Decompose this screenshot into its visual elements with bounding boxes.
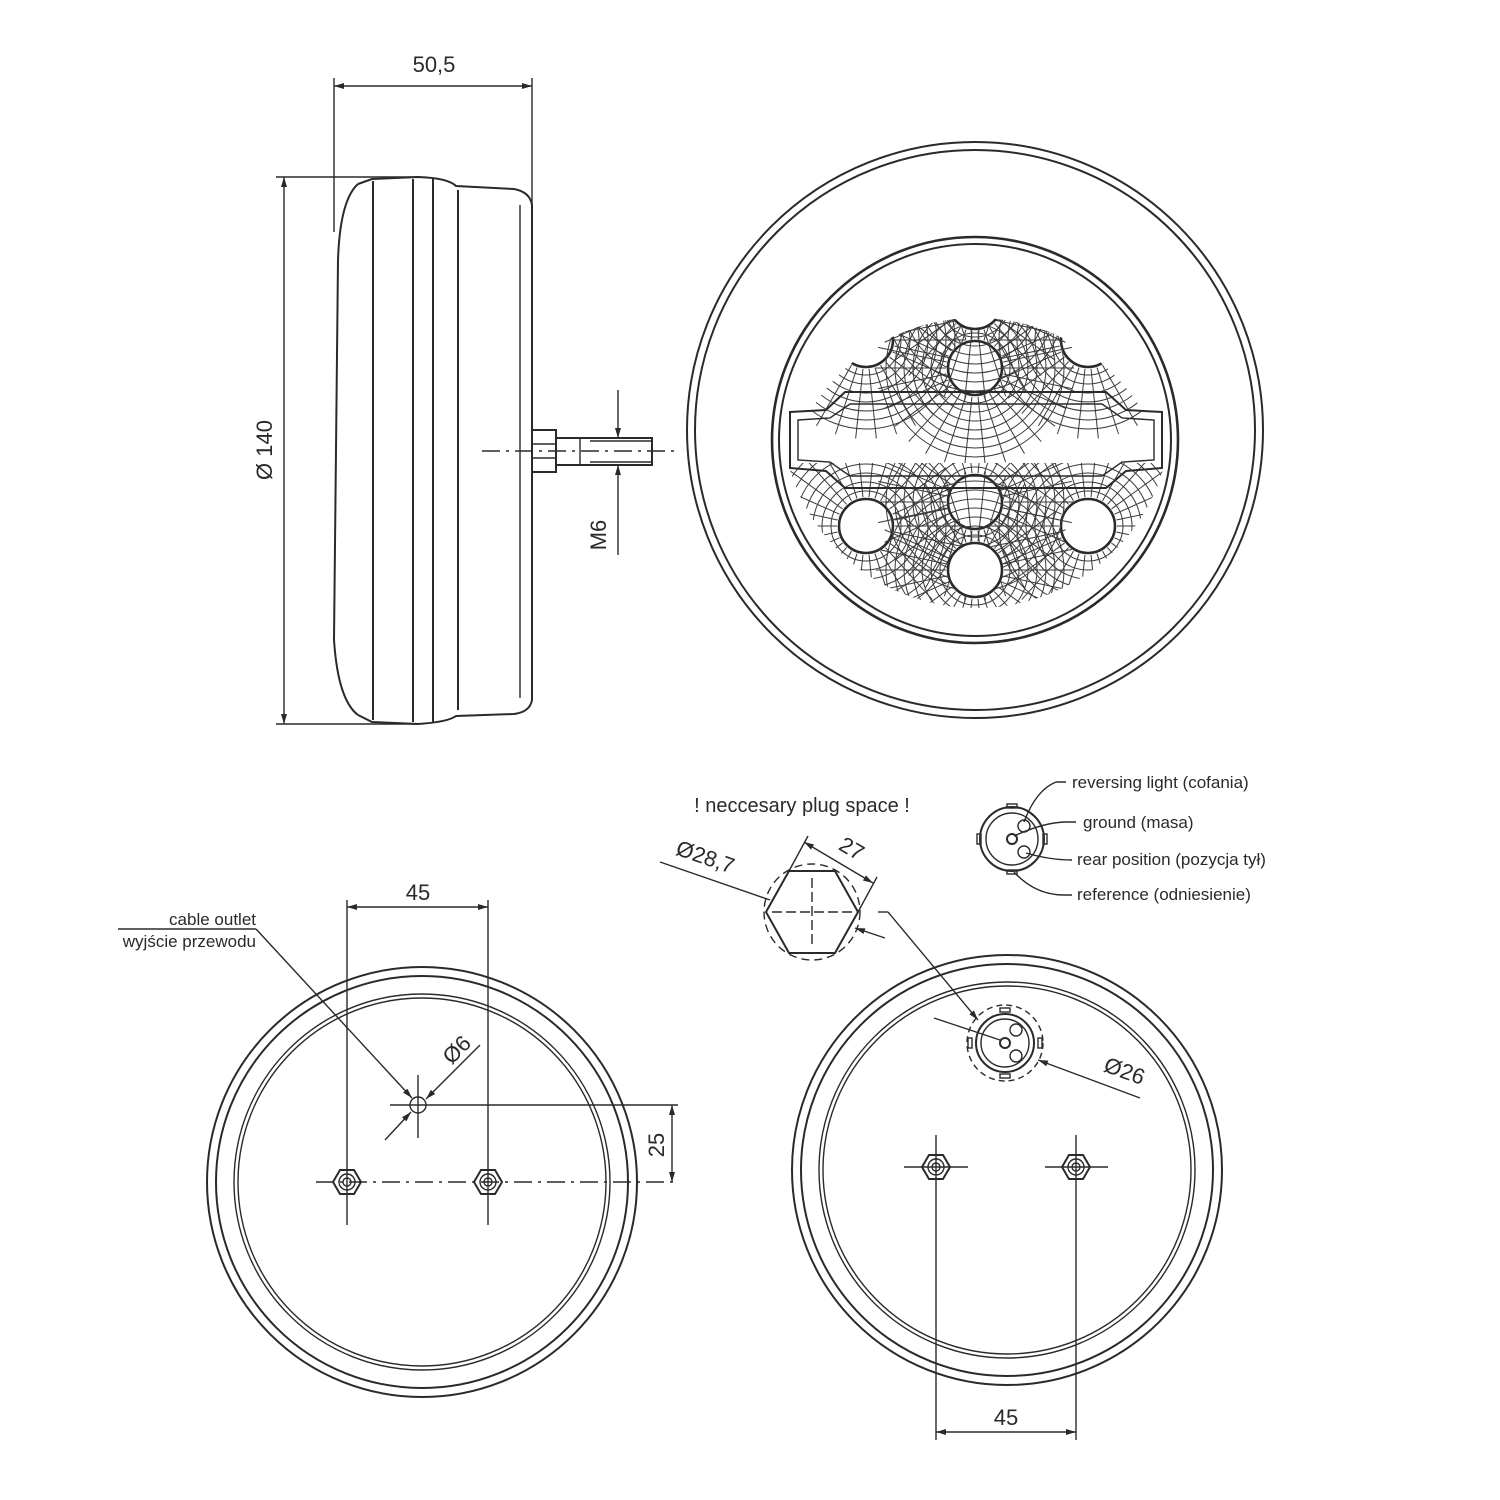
diameter-dimension: Ø 140 (252, 420, 277, 480)
cable-outlet-label: cable outlet (169, 910, 256, 929)
plug-pointer-leader (888, 912, 978, 1020)
lens-dome-outline (334, 184, 358, 715)
upper-lens-mesh (767, 204, 1187, 467)
cable-outlet-leader (256, 929, 412, 1098)
front-view (687, 142, 1263, 718)
m6-dimension: M6 (586, 519, 611, 551)
connector-pinout (977, 773, 1266, 904)
socket-dimension: Ø26 (1100, 1052, 1149, 1090)
led-hole (948, 543, 1002, 597)
pinout-label: reference (odniesienie) (1077, 885, 1251, 904)
lower-lens-mesh (767, 404, 1187, 669)
cable-outlet-label-pl: wyjście przewodu (122, 932, 256, 951)
socket (967, 1005, 1043, 1081)
spacing-dimension: 45 (405, 880, 431, 905)
led-hole (948, 275, 1002, 329)
led-cell (767, 242, 965, 439)
connector-body-inner (986, 813, 1038, 865)
plug-space (660, 795, 978, 1020)
rear-inner-ring-2 (823, 986, 1191, 1354)
side-view (252, 52, 680, 724)
led-hole (1061, 313, 1115, 367)
cable-hole-dimension: Ø6 (437, 1030, 476, 1069)
led-hole (839, 313, 893, 367)
pinout-leader (1014, 872, 1072, 895)
led-hole (1061, 499, 1115, 553)
led-hole (839, 499, 893, 553)
plug-space-dimension: Ø28,7 (673, 835, 738, 879)
hex-width-dimension: 27 (834, 831, 869, 866)
led-hole (948, 341, 1002, 395)
spacing-dimension: 45 (993, 1405, 1019, 1430)
plug-diameter-leader (855, 928, 885, 938)
connector-body (980, 807, 1044, 871)
housing-outline (358, 177, 532, 724)
offset-dimension: 25 (644, 1132, 669, 1158)
cable-hole-dim-arrow (385, 1112, 411, 1140)
pinout-label: ground (masa) (1083, 813, 1194, 832)
rear-view-left (118, 880, 678, 1397)
pinout-label: reversing light (cofania) (1072, 773, 1249, 792)
pinout-leader (1024, 782, 1066, 822)
rear-outer-ring-inner (801, 964, 1213, 1376)
plug-space-note: ! neccesary plug space ! (694, 795, 910, 817)
pinout-label: rear position (pozycja tył) (1077, 850, 1266, 869)
led-cell (876, 270, 1074, 467)
depth-dimension: 50,5 (412, 52, 456, 77)
pin-rear-position (1018, 846, 1030, 858)
extension-line (858, 877, 877, 912)
rear-view-right (792, 955, 1222, 1440)
